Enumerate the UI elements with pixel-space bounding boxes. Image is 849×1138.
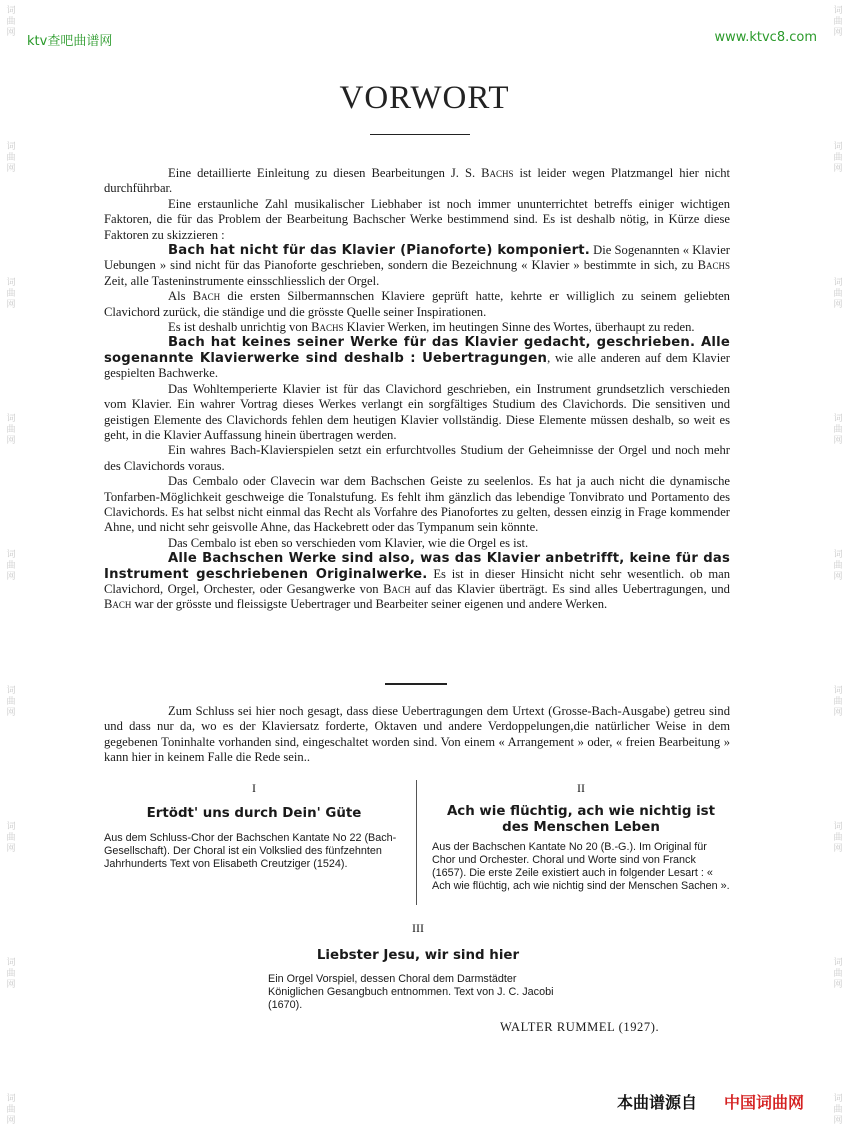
text-run: , wie alle anderen auf dem Klavier gespielten Bachwerke.	[104, 350, 730, 381]
side-watermark-char: 词	[6, 550, 16, 560]
page-title: VORWORT	[339, 80, 510, 116]
side-watermark-char: 曲	[833, 153, 843, 163]
text-run: Klavier Werken, im heutingen Sinne des Wortes, überhaupt zu reden.	[343, 320, 695, 335]
text-run: auf das Klavier überträgt. Es sind alles Uebertragungen, und	[410, 581, 730, 596]
side-watermark-char: 词	[6, 958, 16, 968]
preface-paragraph	[104, 536, 730, 551]
side-watermark-char: 曲	[833, 833, 843, 843]
preface-paragraph	[104, 443, 730, 474]
side-watermark-char: 曲	[6, 833, 16, 843]
preface-paragraph	[104, 382, 730, 444]
side-watermark-char: 词	[833, 822, 843, 832]
preface-paragraph	[104, 243, 730, 289]
side-watermark-char: 网	[6, 572, 16, 582]
side-watermark-char: 词	[6, 6, 16, 16]
chorale-2-title: Ach wie flüchtig, ach wie nichtig ist des Menschen Leben	[446, 804, 716, 835]
side-watermark-char: 网	[6, 28, 16, 38]
chorale-3-text: Ein Orgel Vorspiel, dessen Choral dem Darmstädter Königlichen Gesangbuch entnommen. Text von J. C. Jacobi (1670).	[268, 973, 554, 1011]
text-run: Bach	[383, 581, 411, 596]
side-watermark-char: 曲	[833, 969, 843, 979]
side-watermark-char: 网	[6, 708, 16, 718]
closing-text: Zum Schluss sei hier noch gesagt, dass diese Uebertragungen dem Urtext (Grosse-Bach-Ausgabe) getreu sind und dass nur da, wo es der Klaviersatz forderte, Oktaven und andere Verdoppelungen,die natürlicher Weise in dem gegebenen Toninhalte vorhanden sind, eingeschaltet worden sind. Von einem « Arrangement » oder, « freien Bearbeitung » kann hier in keinem Falle die Rede sein..	[104, 704, 730, 765]
side-watermark-char: 网	[833, 844, 843, 854]
preface-body	[104, 166, 730, 613]
side-watermark-char: 词	[6, 822, 16, 832]
side-watermark-char: 词	[6, 686, 16, 696]
side-watermark-char: 词	[6, 1094, 16, 1104]
side-watermark-char: 网	[833, 708, 843, 718]
signature: WALTER RUMMEL (1927).	[500, 1020, 660, 1034]
preface-paragraph	[104, 166, 730, 197]
preface-paragraph	[104, 551, 730, 613]
text-run: Zeit, alle Tasteninstrumente einsschliesslich der Orgel.	[104, 273, 380, 288]
chorale-1-numeral: I	[252, 781, 256, 795]
side-watermark-char: 网	[833, 28, 843, 38]
chorale-3-title: Liebster Jesu, wir sind hier	[316, 948, 520, 963]
side-watermark-char: 曲	[6, 969, 16, 979]
side-watermark-char: 曲	[6, 289, 16, 299]
side-watermark-char: 曲	[6, 17, 16, 27]
preface-paragraph	[104, 474, 730, 536]
text-run: Bach	[192, 289, 221, 304]
preface-paragraph	[104, 197, 730, 243]
column-divider	[416, 780, 417, 905]
side-watermark-char: 词	[6, 414, 16, 424]
side-watermark-char: 曲	[6, 1105, 16, 1115]
section-divider	[385, 683, 447, 685]
side-watermark-char: 词	[6, 278, 16, 288]
side-watermark-char: 词	[833, 6, 843, 16]
side-watermark-char: 词	[833, 958, 843, 968]
text-run: Bach	[104, 597, 132, 612]
text-run: die ersten Silbermannschen Klaviere geprüft hatte, kehrte er williglich zu seinem geliebten Clavichord zurück, die ständige und die grösste Quelle seiner Inspirationen.	[104, 289, 730, 319]
text-run: Bachs	[481, 166, 514, 180]
side-watermark-char: 曲	[6, 153, 16, 163]
side-watermark-char: 曲	[6, 425, 16, 435]
side-watermark-char: 曲	[833, 289, 843, 299]
text-run: Alle Bachschen Werke sind also, was das Klavier anbetrifft, keine für das Instrument geschriebenen Originalwerke.	[104, 551, 730, 582]
side-watermark-char: 曲	[833, 697, 843, 707]
text-run: Die Sogenannten « Klavier Uebungen » sind nicht für das Pianoforte geschrieben, sondern die Bezeichnung « Klavier » bestimmte in sich, zu	[104, 243, 730, 273]
preface-paragraph	[104, 289, 730, 320]
side-watermark-char: 网	[6, 436, 16, 446]
side-watermark-char: 网	[6, 1116, 16, 1126]
text-run: Bach hat keines seiner Werke für das Klavier gedacht, geschrieben. Alle sogenannte Klavierwerke sind deshalb : Uebertragungen	[104, 335, 730, 366]
side-watermark-char: 词	[833, 142, 843, 152]
side-watermark-char: 网	[833, 164, 843, 174]
text-run: Eine erstaunliche Zahl musikalischer Liebhaber ist noch immer ununterrichtet betreffs einiger wichtigen Faktoren, die für das Problem der Bearbeitung Bachscher Werke bestimmend sind. Es ist deshalb nötig, in Kürze diese Faktoren zu skizzieren :	[104, 196, 730, 242]
title-rule	[370, 134, 470, 135]
left-watermark-strip	[2, 0, 20, 1138]
side-watermark-char: 曲	[833, 425, 843, 435]
side-watermark-char: 词	[833, 686, 843, 696]
right-watermark-strip	[829, 0, 847, 1138]
text-run: Bach hat nicht für das Klavier (Pianoforte) komponiert.	[168, 243, 591, 259]
side-watermark-char: 曲	[833, 561, 843, 571]
side-watermark-char: 曲	[833, 1105, 843, 1115]
side-watermark-char: 网	[833, 436, 843, 446]
text-run: Das Cembalo oder Clavecin war dem Bachschen Geiste zu seelenlos. Es hat ja auch nicht die dynamische Tonfarben-Möglichkeit geschweige die Tonalstufung. Es fehlt ihm gänzlich das lebendige Tonvibrato und Portamento des Clavichords. Es hat selbst nicht einmal das Recht als Vorfahre des Pianofortes zu gelten, dessen einzig in Frage kommender Ahne, und nicht sehr geisvolle Ahne, das Hackebrett oder das Tympanum sein könnte.	[104, 474, 730, 535]
side-watermark-char: 网	[6, 300, 16, 310]
watermark-top-right[interactable]: www.ktvc8.com	[714, 30, 817, 45]
text-run: Das Wohltemperierte Klavier ist für das Clavichord geschrieben, ein Instrument grundsetzlich verschieden vom Klavier. Ein wahrer Vortrag dieses Werkes verlangt ein sorgfältiges Studium des Clavichords. Die sensitiven und geistigen Elemente des Clavichords fehlen dem heutigen Klavier vollständig. Diese Elemente müssen deshalb, so weit es geht, in die Klavier Auffassung hinein übertragen werden.	[104, 381, 730, 442]
side-watermark-char: 曲	[6, 561, 16, 571]
side-watermark-char: 网	[833, 572, 843, 582]
text-run: Das Cembalo ist eben so verschieden vom Klavier, wie die Orgel es ist.	[168, 535, 529, 550]
side-watermark-char: 网	[833, 1116, 843, 1126]
chorale-2-text: Aus der Bachschen Kantate No 20 (B.-G.). Im Original für Chor und Orchester. Choral und Worte sind von Franck (1657). Die erste Zeile existiert auch in folgender Lesart : « Ach wie flüchtig, ach wie nichtig sind der Menschen Sachen ».	[432, 841, 730, 892]
side-watermark-char: 曲	[6, 697, 16, 707]
chorale-3-numeral: III	[412, 921, 424, 935]
side-watermark-char: 曲	[833, 17, 843, 27]
text-run: ist leider wegen Platzmangel hier nicht durchführbar.	[104, 166, 730, 196]
text-run: Als	[168, 289, 193, 304]
chorale-2-numeral: II	[577, 781, 585, 795]
chorale-1-text: Aus dem Schluss-Chor der Bachschen Kantate No 22 (Bach-Gesellschaft). Der Choral ist ein Volkslied des fünfzehnten Jahrhunderts Text von Elisabeth Creutziger (1524).	[104, 832, 397, 870]
footer-source-label: 本曲谱源自	[617, 1093, 698, 1112]
side-watermark-char: 词	[833, 550, 843, 560]
text-run: Eine detaillierte Einleitung zu diesen Bearbeitungen J. S.	[168, 166, 482, 180]
side-watermark-char: 词	[833, 1094, 843, 1104]
side-watermark-char: 词	[833, 278, 843, 288]
watermark-top-left[interactable]: ktv查吧曲谱网	[27, 34, 113, 49]
side-watermark-char: 网	[833, 300, 843, 310]
chorale-1-title: Ertödt' uns durch Dein' Güte	[146, 806, 362, 821]
closing-paragraph	[104, 704, 730, 766]
side-watermark-char: 网	[6, 164, 16, 174]
side-watermark-char: 网	[6, 980, 16, 990]
preface-paragraph	[104, 335, 730, 381]
text-run: Bachs	[311, 320, 344, 335]
text-run: Es ist deshalb unrichtig von	[168, 320, 312, 335]
side-watermark-char: 词	[6, 142, 16, 152]
side-watermark-char: 网	[6, 844, 16, 854]
side-watermark-char: 网	[833, 980, 843, 990]
text-run: Ein wahres Bach-Klavierspielen setzt ein erfurchtvolles Studium der Geheimnisse der Orgel und noch mehr des Clavichords voraus.	[104, 443, 730, 473]
side-watermark-char: 词	[833, 414, 843, 424]
footer-site-name[interactable]: 中国词曲网	[724, 1093, 805, 1112]
text-run: war der grösste und fleissigste Uebertrager und Bearbeiter seiner eigenen und andere Werken.	[131, 597, 608, 612]
text-run: Bachs	[697, 258, 730, 273]
text-run: Es ist in dieser Hinsicht nicht sehr wesentlich. ob man Clavichord, Orgel, Orchester, oder Gesangwerke von	[104, 566, 731, 596]
preface-paragraph	[104, 320, 730, 335]
